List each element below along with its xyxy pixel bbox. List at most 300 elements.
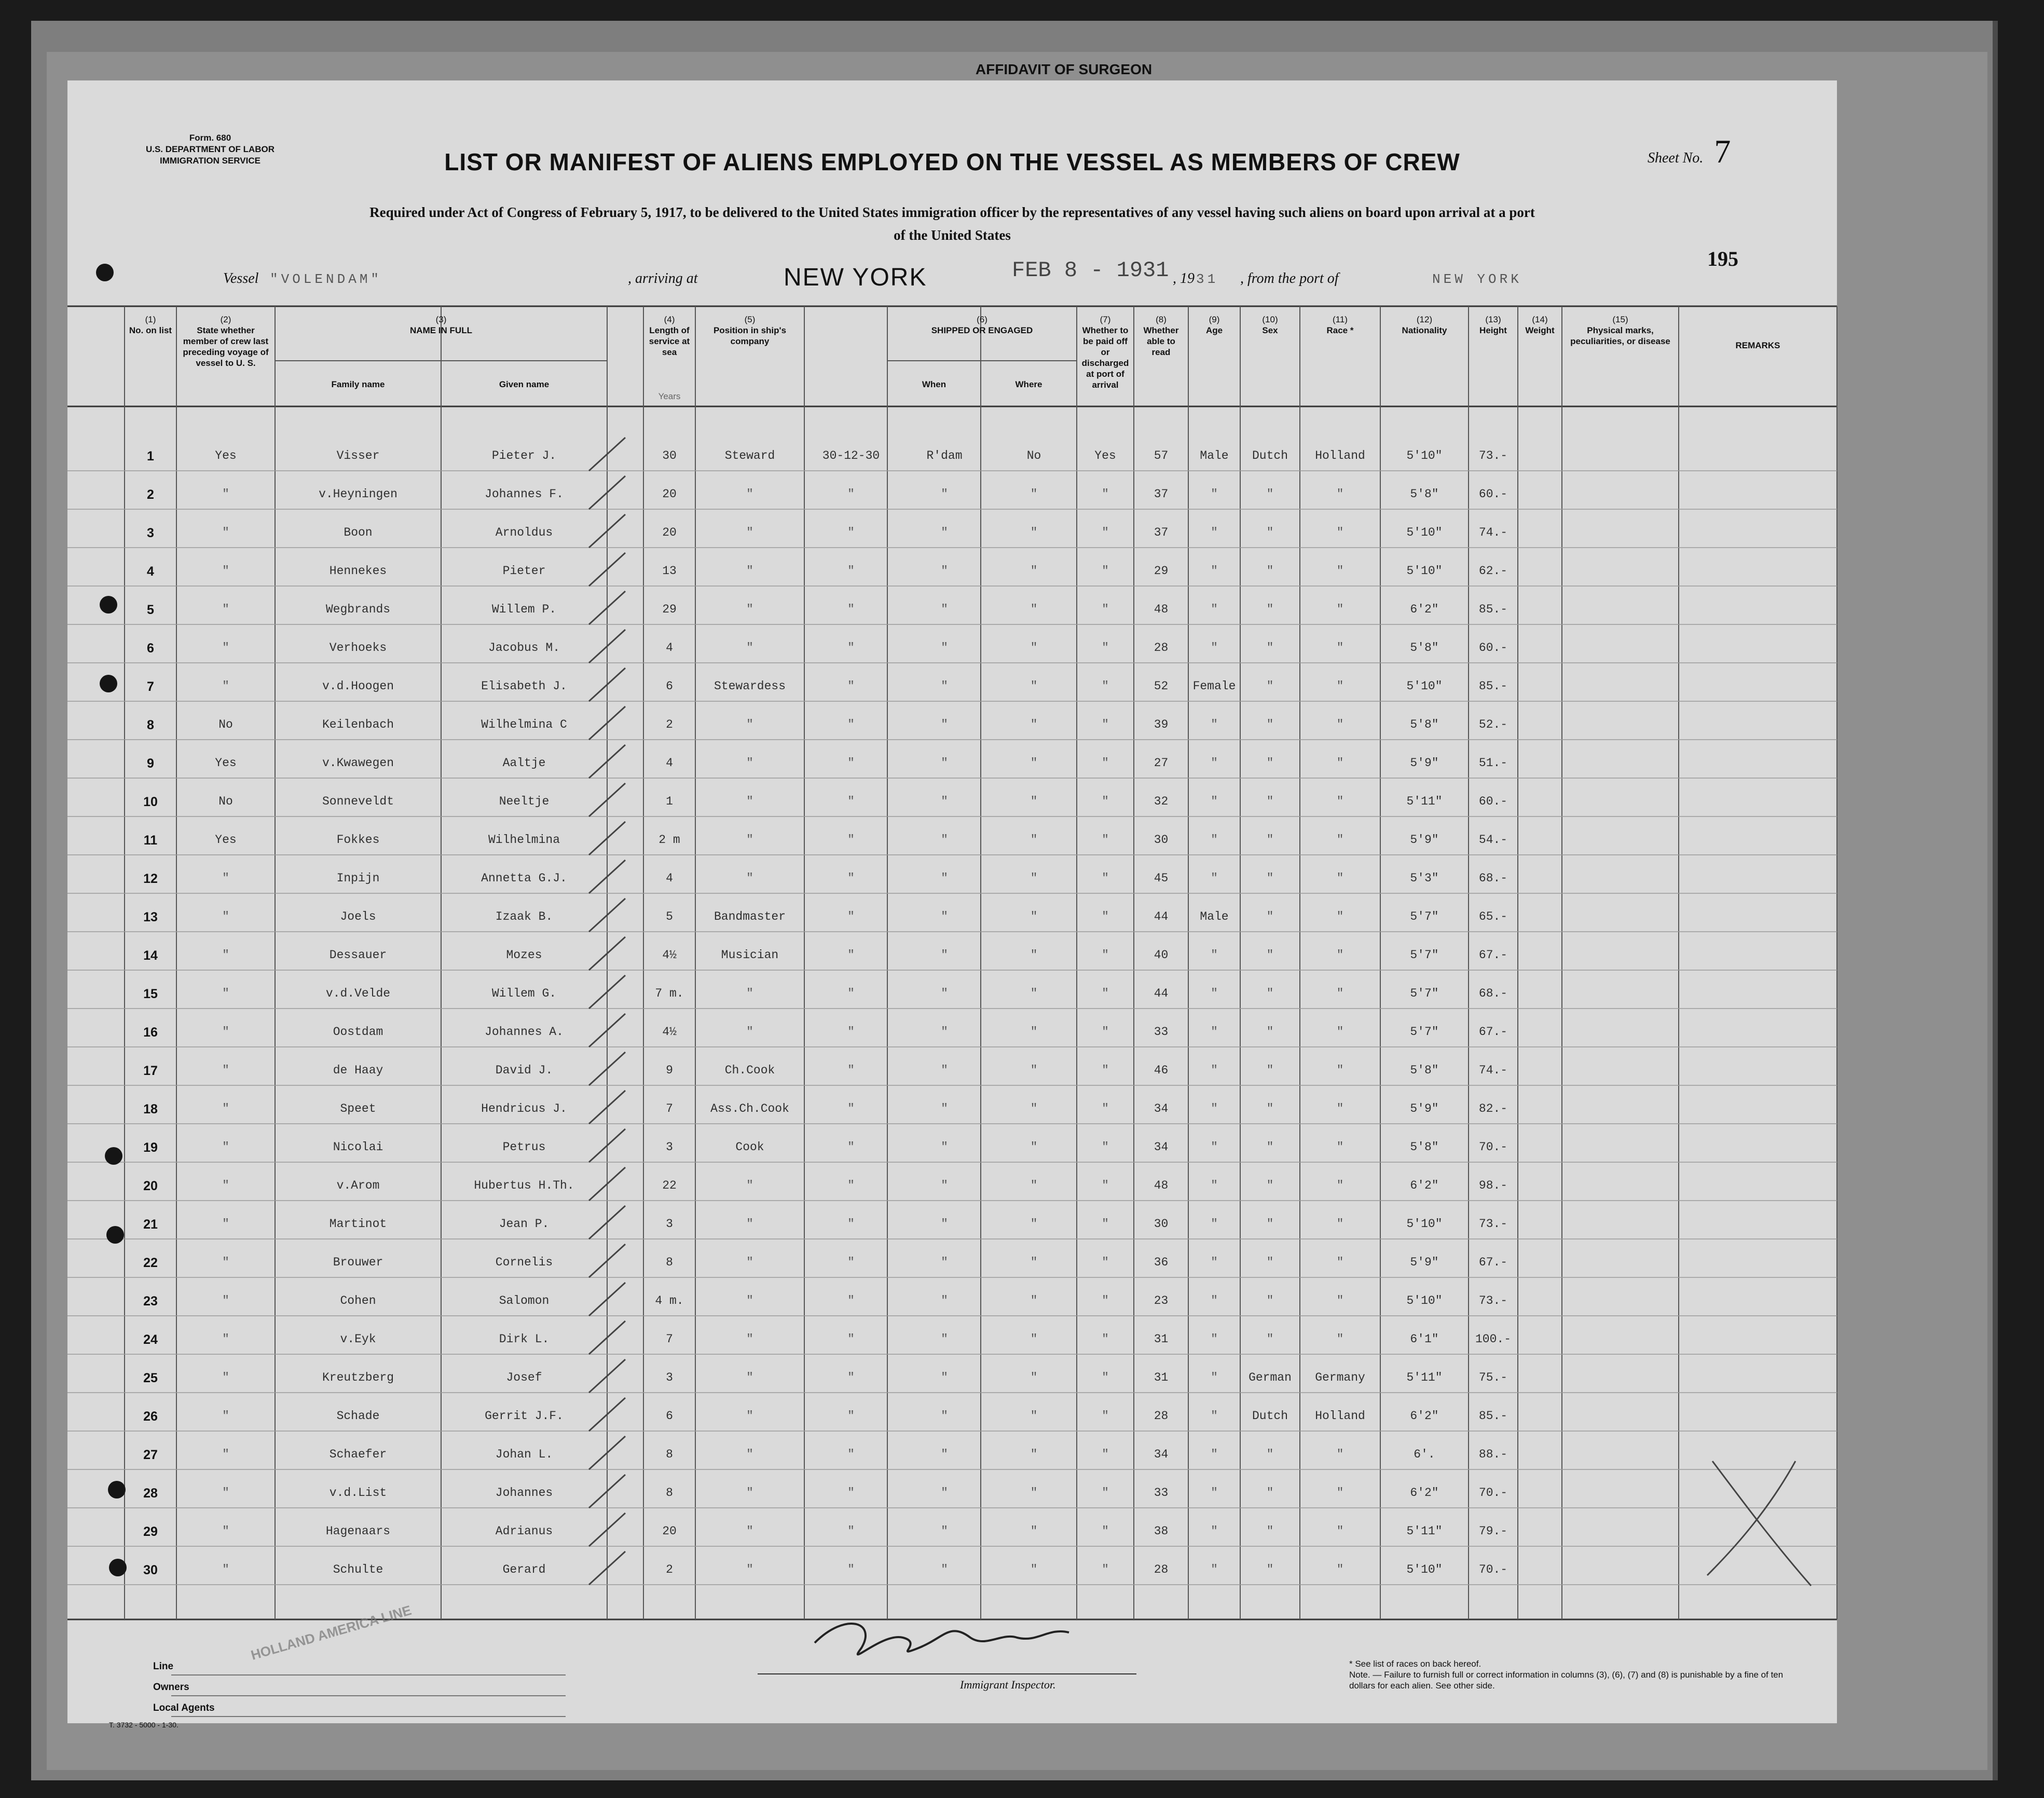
service-name: IMMIGRATION SERVICE	[160, 156, 260, 166]
paid-off: "	[1030, 1102, 1038, 1115]
paid-off: "	[1030, 833, 1038, 847]
column-header	[695, 314, 804, 347]
crew-member-status: "	[222, 679, 229, 693]
row-number: 20	[143, 1179, 158, 1193]
engaged-where: "	[941, 564, 948, 578]
arriving-label: , arriving at	[628, 270, 698, 287]
nationality: "	[1336, 1486, 1344, 1500]
family-name: Verhoeks	[329, 641, 387, 655]
column-label: Whether able to read	[1143, 325, 1179, 357]
nationality: "	[1336, 526, 1344, 539]
row-number: 18	[143, 1102, 158, 1116]
paid-off: "	[1030, 1409, 1038, 1423]
ship-position: "	[746, 987, 753, 1000]
column-number: (1)	[145, 315, 156, 324]
given-name: Hendricus J.	[481, 1102, 567, 1115]
date-stamp: FEB 8 - 1931	[1012, 258, 1169, 283]
crew-member-status: "	[222, 1025, 229, 1039]
service-length: 8	[666, 1448, 673, 1461]
engaged-when: "	[847, 1102, 855, 1115]
able-to-read: "	[1102, 718, 1109, 731]
able-to-read: "	[1102, 603, 1109, 616]
column-number: (12)	[1416, 315, 1433, 324]
engaged-where: "	[941, 948, 948, 962]
service-length: 20	[662, 487, 677, 501]
nationality: "	[1336, 1563, 1344, 1576]
engaged-when: 30-12-30	[822, 449, 880, 462]
service-length: 2 m	[659, 833, 680, 847]
nationality: "	[1336, 1102, 1344, 1115]
race: "	[1266, 1332, 1274, 1346]
paid-off: "	[1030, 1524, 1038, 1538]
ship-position: "	[746, 833, 753, 847]
footer-note	[1349, 1658, 1795, 1691]
crew-member-status: "	[222, 641, 229, 655]
family-name: Nicolai	[333, 1140, 383, 1154]
engaged-when: "	[847, 833, 855, 847]
engaged-when: "	[847, 718, 855, 731]
engaged-when: "	[847, 1563, 855, 1576]
row-number: 27	[143, 1448, 158, 1462]
age: 28	[1154, 1563, 1169, 1576]
row-number: 13	[143, 910, 158, 924]
given-name: Wilhelmina	[488, 833, 560, 847]
height: 6'2"	[1410, 1409, 1439, 1423]
race: "	[1266, 1025, 1274, 1039]
crew-member-status: "	[222, 1140, 229, 1154]
weight: 74.-	[1478, 1064, 1508, 1077]
family-name: Speet	[340, 1102, 376, 1115]
column-label: Physical marks, peculiarities, or disease	[1570, 325, 1670, 346]
row-number: 29	[143, 1524, 158, 1539]
weight: 60.-	[1478, 795, 1508, 808]
family-name: Dessauer	[329, 948, 387, 962]
race: "	[1266, 910, 1274, 923]
service-length: 1	[666, 795, 673, 808]
age: 31	[1154, 1332, 1169, 1346]
engaged-when: "	[847, 756, 855, 770]
form-code: T. 3732 - 5000 - 1-30.	[109, 1721, 179, 1729]
nationality: "	[1336, 987, 1344, 1000]
height: 5'10"	[1406, 1294, 1443, 1307]
family-name: Hagenaars	[325, 1524, 391, 1538]
ship-position: Ass.Ch.Cook	[710, 1102, 789, 1115]
service-length: 8	[666, 1486, 673, 1500]
able-to-read: "	[1102, 1064, 1109, 1077]
age: 34	[1154, 1448, 1169, 1461]
binder-hole	[100, 675, 117, 692]
family-name: v.Eyk	[340, 1332, 376, 1346]
nationality: "	[1336, 718, 1344, 731]
paid-off: "	[1030, 1332, 1038, 1346]
inspector-signature	[815, 1624, 1069, 1654]
service-length: 7	[666, 1102, 673, 1115]
weight: 54.-	[1478, 833, 1508, 847]
able-to-read: "	[1102, 1371, 1109, 1384]
service-length: 4	[666, 641, 673, 655]
family-name: v.Heyningen	[319, 487, 397, 501]
paid-off: "	[1030, 910, 1038, 923]
able-to-read: "	[1102, 1486, 1109, 1500]
given-name: Johannes A.	[485, 1025, 564, 1039]
crew-member-status: "	[222, 1102, 229, 1115]
engaged-where: "	[941, 1025, 948, 1039]
sex: "	[1211, 756, 1218, 770]
weight: 75.-	[1478, 1371, 1508, 1384]
column-header	[275, 379, 441, 390]
race: "	[1266, 1563, 1274, 1576]
height: 5'10"	[1406, 679, 1443, 693]
column-header	[1240, 314, 1300, 336]
family-name: Brouwer	[333, 1256, 383, 1269]
engaged-when: "	[847, 1064, 855, 1077]
engaged-when: "	[847, 1332, 855, 1346]
manifest-number: 195	[1707, 247, 1738, 270]
age: 40	[1154, 948, 1169, 962]
column-label: SHIPPED OR ENGAGED	[931, 325, 1033, 335]
column-label: Age	[1205, 325, 1223, 335]
engaged-where: R'dam	[926, 449, 963, 462]
age: 46	[1154, 1064, 1169, 1077]
crew-member-status: "	[222, 1064, 229, 1077]
x-mark	[1707, 1461, 1811, 1586]
height: 5'8"	[1410, 1140, 1439, 1154]
height: 6'2"	[1410, 1486, 1439, 1500]
binder-hole	[100, 596, 117, 614]
sex: Male	[1200, 910, 1229, 923]
family-name: Schaefer	[329, 1448, 387, 1461]
crew-member-status: "	[222, 1332, 229, 1346]
family-name: de Haay	[333, 1064, 383, 1077]
ship-position: "	[746, 603, 753, 616]
binder-hole	[109, 1559, 127, 1576]
age: 38	[1154, 1524, 1169, 1538]
row-number: 2	[147, 487, 154, 502]
height: 6'2"	[1410, 603, 1439, 616]
height: 5'11"	[1406, 795, 1443, 808]
family-name: Schulte	[333, 1563, 383, 1576]
given-name: Willem G.	[491, 987, 557, 1000]
nationality: "	[1336, 679, 1344, 693]
sheet-number-label: Sheet No.	[1648, 150, 1704, 166]
local-agents-label: Local Agents	[153, 1702, 215, 1713]
engaged-when: "	[847, 679, 855, 693]
weight: 79.-	[1478, 1524, 1508, 1538]
crew-member-status: "	[222, 564, 229, 578]
service-length: 4	[666, 756, 673, 770]
engaged-when: "	[847, 1179, 855, 1192]
column-label: Whether to be paid off or discharged at port of arrival	[1081, 325, 1129, 390]
nationality: "	[1336, 1179, 1344, 1192]
nationality: "	[1336, 1332, 1344, 1346]
nationality: "	[1336, 1448, 1344, 1461]
crew-member-status: "	[222, 1256, 229, 1269]
nationality: Germany	[1315, 1371, 1365, 1384]
crew-member-status: "	[222, 948, 229, 962]
service-length: 2	[666, 718, 673, 731]
nationality: "	[1336, 756, 1344, 770]
height: 5'8"	[1410, 718, 1439, 731]
height: 5'10"	[1406, 1563, 1443, 1576]
column-label: REMARKS	[1735, 340, 1780, 350]
service-length: 20	[662, 1524, 677, 1538]
sex: "	[1211, 948, 1218, 962]
family-name: v.d.List	[329, 1486, 387, 1500]
race: Dutch	[1252, 449, 1288, 462]
row-number: 30	[143, 1563, 158, 1577]
age: 45	[1154, 871, 1169, 885]
family-name: v.d.Velde	[325, 987, 391, 1000]
engaged-where: "	[941, 1217, 948, 1231]
paid-off: "	[1030, 641, 1038, 655]
family-name: Sonneveldt	[322, 795, 394, 808]
engaged-when: "	[847, 603, 855, 616]
given-name: Wilhelmina C	[481, 718, 567, 731]
weight: 65.-	[1478, 910, 1508, 923]
given-name: Hubertus H.Th.	[474, 1179, 574, 1192]
race: "	[1266, 1064, 1274, 1077]
service-length: 30	[662, 449, 677, 462]
able-to-read: "	[1102, 833, 1109, 847]
engaged-where: "	[941, 1524, 948, 1538]
race: Dutch	[1252, 1409, 1288, 1423]
race: "	[1266, 564, 1274, 578]
paid-off: "	[1030, 487, 1038, 501]
race: "	[1266, 756, 1274, 770]
column-header	[1469, 314, 1518, 336]
ship-position: "	[746, 1217, 753, 1231]
column-label: Weight	[1525, 325, 1555, 335]
column-label: No. on list	[129, 325, 172, 335]
race: "	[1266, 871, 1274, 885]
engaged-when: "	[847, 910, 855, 923]
column-header	[125, 314, 176, 336]
given-name: Gerard	[502, 1563, 546, 1576]
vessel-label: Vessel	[223, 270, 259, 287]
given-name: Josef	[506, 1371, 542, 1384]
weight: 74.-	[1478, 526, 1508, 539]
crew-member-status: "	[222, 603, 229, 616]
given-name: David J.	[495, 1064, 553, 1077]
race: "	[1266, 833, 1274, 847]
column-header	[1679, 340, 1837, 351]
given-name: Johan L.	[495, 1448, 553, 1461]
engaged-where: "	[941, 1486, 948, 1500]
weight: 70.-	[1478, 1486, 1508, 1500]
able-to-read: "	[1102, 910, 1109, 923]
column-number: (13)	[1485, 315, 1501, 324]
weight: 85.-	[1478, 679, 1508, 693]
departure-port: NEW YORK	[1432, 271, 1522, 287]
height: 6'1"	[1410, 1332, 1439, 1346]
given-name: Neeltje	[499, 795, 550, 808]
weight: 67.-	[1478, 1025, 1508, 1039]
nationality: Holland	[1315, 449, 1365, 462]
family-name: Keilenbach	[322, 718, 394, 731]
crew-member-status: "	[222, 1486, 229, 1500]
sex: "	[1211, 871, 1218, 885]
engaged-where: "	[941, 1064, 948, 1077]
given-name: Mozes	[506, 948, 542, 962]
ship-position: Musician	[721, 948, 779, 962]
owners-label: Owners	[153, 1682, 189, 1693]
column-number: (5)	[744, 315, 756, 324]
race: "	[1266, 1448, 1274, 1461]
engaged-when: "	[847, 1448, 855, 1461]
nationality: "	[1336, 833, 1344, 847]
engaged-where: "	[941, 795, 948, 808]
height: 6'2"	[1410, 1179, 1439, 1192]
family-name: Oostdam	[333, 1025, 383, 1039]
ship-position: "	[746, 564, 753, 578]
row-number: 22	[143, 1256, 158, 1270]
height: 5'8"	[1410, 641, 1439, 655]
service-length: 9	[666, 1064, 673, 1077]
nationality: "	[1336, 948, 1344, 962]
weight: 67.-	[1478, 1256, 1508, 1269]
ship-position: "	[746, 756, 753, 770]
height: 5'7"	[1410, 1025, 1439, 1039]
engaged-when: "	[847, 1486, 855, 1500]
paid-off: "	[1030, 1025, 1038, 1039]
given-name: Jean P.	[499, 1217, 550, 1231]
weight: 73.-	[1478, 1294, 1508, 1307]
service-length: 3	[666, 1217, 673, 1231]
sex: "	[1211, 1217, 1218, 1231]
engaged-when: "	[847, 1025, 855, 1039]
given-name: Gerrit J.F.	[485, 1409, 564, 1423]
family-name: v.Kwawegen	[322, 756, 394, 770]
height: 5'11"	[1406, 1371, 1443, 1384]
engaged-where: "	[941, 1102, 948, 1115]
able-to-read: "	[1102, 948, 1109, 962]
ship-position: "	[746, 1025, 753, 1039]
ship-position: "	[746, 526, 753, 539]
age: 31	[1154, 1371, 1169, 1384]
crew-member-status: Yes	[215, 756, 237, 770]
given-name: Adrianus	[495, 1524, 553, 1538]
age: 28	[1154, 641, 1169, 655]
family-name: Kreutzberg	[322, 1371, 394, 1384]
able-to-read: "	[1102, 641, 1109, 655]
weight: 68.-	[1478, 871, 1508, 885]
able-to-read: "	[1102, 564, 1109, 578]
row-number: 6	[147, 641, 154, 656]
ship-position: Ch.Cook	[724, 1064, 775, 1077]
column-header	[1077, 314, 1134, 390]
paid-off: "	[1030, 871, 1038, 885]
paid-off: "	[1030, 1294, 1038, 1307]
sex: "	[1211, 564, 1218, 578]
height: 5'8"	[1410, 1064, 1439, 1077]
race: "	[1266, 1140, 1274, 1154]
service-length: 4½	[662, 1025, 677, 1039]
column-label: Length of service at sea	[649, 325, 690, 357]
column-number: (7)	[1100, 315, 1111, 324]
engaged-where: "	[941, 1563, 948, 1576]
height: 5'9"	[1410, 1256, 1439, 1269]
column-number: (8)	[1156, 315, 1167, 324]
nationality: "	[1336, 1294, 1344, 1307]
engaged-where: "	[941, 1179, 948, 1192]
race: "	[1266, 718, 1274, 731]
crew-member-status: "	[222, 487, 229, 501]
sex: "	[1211, 603, 1218, 616]
age: 33	[1154, 1025, 1169, 1039]
weight: 52.-	[1478, 718, 1508, 731]
race: "	[1266, 526, 1274, 539]
race: German	[1249, 1371, 1292, 1384]
given-name: Dirk L.	[499, 1332, 550, 1346]
weight: 73.-	[1478, 1217, 1508, 1231]
nationality: "	[1336, 1524, 1344, 1538]
sex: "	[1211, 1332, 1218, 1346]
column-label: State whether member of crew last preceding voyage of vessel to U. S.	[183, 325, 269, 368]
nationality: "	[1336, 641, 1344, 655]
height: 5'9"	[1410, 756, 1439, 770]
manifest-sheet	[67, 80, 1837, 1729]
crew-member-status: "	[222, 987, 229, 1000]
service-length: 5	[666, 910, 673, 923]
weight: 70.-	[1478, 1140, 1508, 1154]
ship-position: "	[746, 718, 753, 731]
paid-off: "	[1030, 1217, 1038, 1231]
able-to-read: "	[1102, 987, 1109, 1000]
family-name: v.d.Hoogen	[322, 679, 394, 693]
service-length: 7	[666, 1332, 673, 1346]
paid-off: No	[1026, 449, 1041, 462]
family-name: Martinot	[329, 1217, 387, 1231]
sex: "	[1211, 795, 1218, 808]
age: 23	[1154, 1294, 1169, 1307]
height: 5'9"	[1410, 1102, 1439, 1115]
row-number: 9	[147, 756, 154, 771]
column-header	[1300, 314, 1380, 336]
column-label: Position in ship's company	[713, 325, 787, 346]
crew-member-status: Yes	[215, 449, 237, 462]
paid-off: "	[1030, 1448, 1038, 1461]
column-number: (11)	[1333, 315, 1348, 324]
able-to-read: "	[1102, 1256, 1109, 1269]
able-to-read: "	[1102, 1140, 1109, 1154]
nationality: "	[1336, 910, 1344, 923]
given-name: Pieter J.	[491, 449, 557, 462]
service-length: 20	[662, 526, 677, 539]
engaged-when: "	[847, 487, 855, 501]
crew-member-status: "	[222, 1524, 229, 1538]
engaged-when: "	[847, 795, 855, 808]
service-length: 4 m.	[655, 1294, 684, 1307]
age: 37	[1154, 526, 1169, 539]
year-label: , 19	[1173, 270, 1195, 287]
age: 48	[1154, 603, 1169, 616]
paid-off: "	[1030, 1140, 1038, 1154]
able-to-read: "	[1102, 756, 1109, 770]
column-header	[643, 314, 695, 358]
able-to-read: "	[1102, 1102, 1109, 1115]
column-header	[176, 314, 275, 369]
age: 44	[1154, 910, 1169, 923]
engaged-where: "	[941, 756, 948, 770]
column-number: (2)	[220, 315, 231, 324]
nationality: "	[1336, 1140, 1344, 1154]
given-name: Aaltje	[502, 756, 546, 770]
able-to-read: "	[1102, 1563, 1109, 1576]
row-number: 16	[143, 1025, 158, 1040]
height: 5'10"	[1406, 526, 1443, 539]
crew-member-status: No	[218, 795, 233, 808]
race: "	[1266, 795, 1274, 808]
